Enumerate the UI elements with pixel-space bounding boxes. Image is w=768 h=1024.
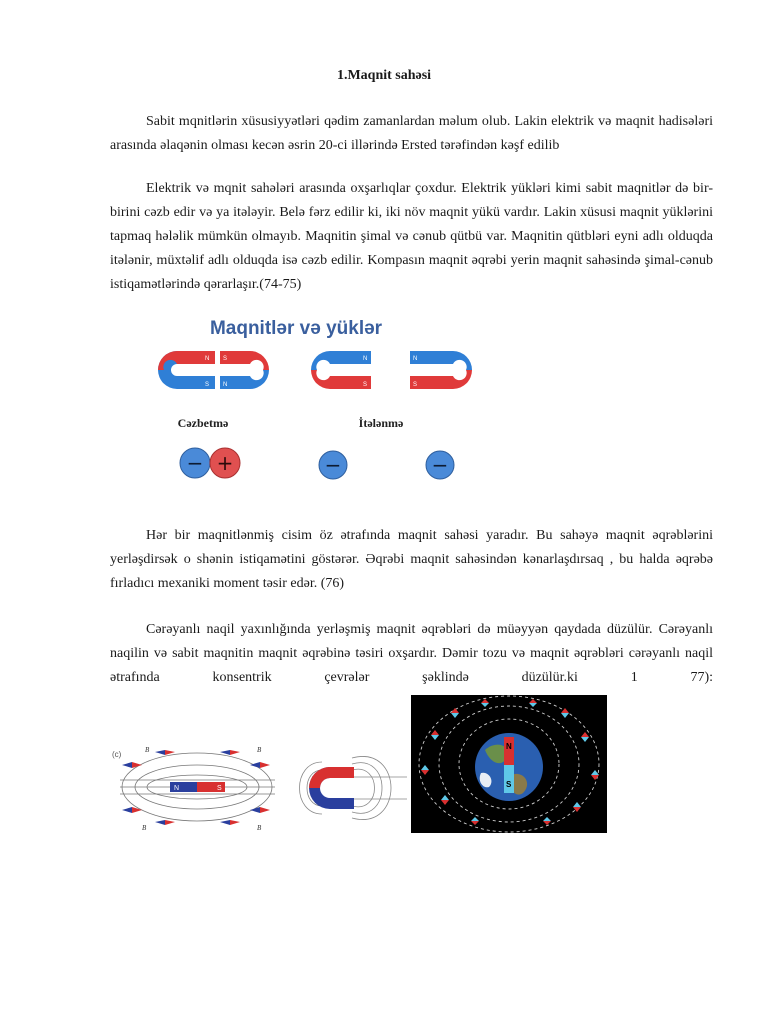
svg-text:+: + [216,451,234,475]
svg-text:N: N [363,356,368,362]
svg-text:−: − [324,453,342,477]
svg-text:N: N [223,382,228,388]
bar-magnet-icon [504,737,514,793]
panel-label: (c) [112,750,122,759]
svg-text:B: B [142,824,147,832]
magnets-and-charges-figure [113,305,480,505]
earth-magnetic-field-figure [411,695,607,833]
figure-heading: Maqnitlər və yüklər [209,318,383,339]
svg-text:N: N [174,785,180,792]
charge-minus-repel-right [426,451,454,479]
attract-label: Cəzbetmə [177,416,229,430]
svg-text:N: N [413,356,418,362]
svg-text:S: S [205,382,210,388]
svg-text:B: B [257,746,262,754]
magnet-repel-left [311,351,371,389]
svg-text:S: S [413,382,418,388]
charge-minus-attract [180,448,210,478]
svg-text:S: S [223,356,228,362]
svg-text:−: − [186,451,204,475]
paragraph-4: Cərəyanlı naqil yaxınlığında yerləşmiş maqnit əqrəbləri də müəyyən qaydada düzülür. Cərəyanlı naqilin və sabit maqnitin maqnit əqrəbinə təsiri oxşardır. Dəmir tozu və maqnit əqrəbləri cərəyanlı naqil ətrafında konsentrik çevrələr şəklində düzülür.ki 1 77): [110,622,713,685]
magnet-attract-right [220,351,269,389]
svg-text:N: N [506,742,512,751]
page-title: 1.Maqnit sahəsi [336,68,432,83]
svg-text:S: S [506,780,512,789]
paragraph-3: Hər bir maqnitlənmiş cisim öz ətrafında maqnit sahəsi yaradır. Bu sahəyə maqnit əqrəblərini yerləşdirsək o shənin istiqamətini göstərər. Əqrəbi maqnit sahəsindən kənarlaşdırsaq , bu halda əqrəbə fırladıcı mexaniki moment təsir edər. (76) [110,528,713,591]
horseshoe-magnet-field-figure [292,752,410,824]
paragraph-1: Sabit mqnitlərin xüsusiyyətləri qədim zamanlardan məlum olub. Lakin elektrik və maqnit hadisələri arasında əlaqənin olması kecən əsrin 20-ci illərində Ersted tərəfindən kəşf edilib [110,114,713,153]
repel-label: İtələnmə [358,416,404,430]
magnet-attract-left [158,351,215,389]
charge-minus-repel-left [319,451,347,479]
svg-text:S: S [363,382,368,388]
bar-magnet-field-figure [110,740,285,832]
magnet-repel-right [410,351,472,389]
paragraph-2: Elektrik və mqnit sahələri arasında oxşarlıqlar çoxdur. Elektrik yükləri kimi sabit maqnitlər də bir-birini cəzb edir və ya itələyir. Belə fərz edilir ki, iki növ maqnit yükü vardır. Lakin xüsusi maqnit yüklərini tapmaq hələlik mümkün olmayıb. Maqnitin şimal və cənub qütbü var. Maqnitin qütbləri eyni adlı olduqda itələnir, müxtəlif adlı olduqda isə cəzb edilir. Kompasın maqnit əqrəbi yerin maqnit sahəsində şimal-cənub istiqamətlərində qərarlaşır.(74-75) [110,181,713,292]
svg-text:B: B [145,746,150,754]
svg-text:N: N [205,356,210,362]
svg-text:S: S [217,785,222,792]
svg-text:B: B [257,824,262,832]
charge-plus-attract [210,448,240,478]
svg-text:−: − [431,453,449,477]
